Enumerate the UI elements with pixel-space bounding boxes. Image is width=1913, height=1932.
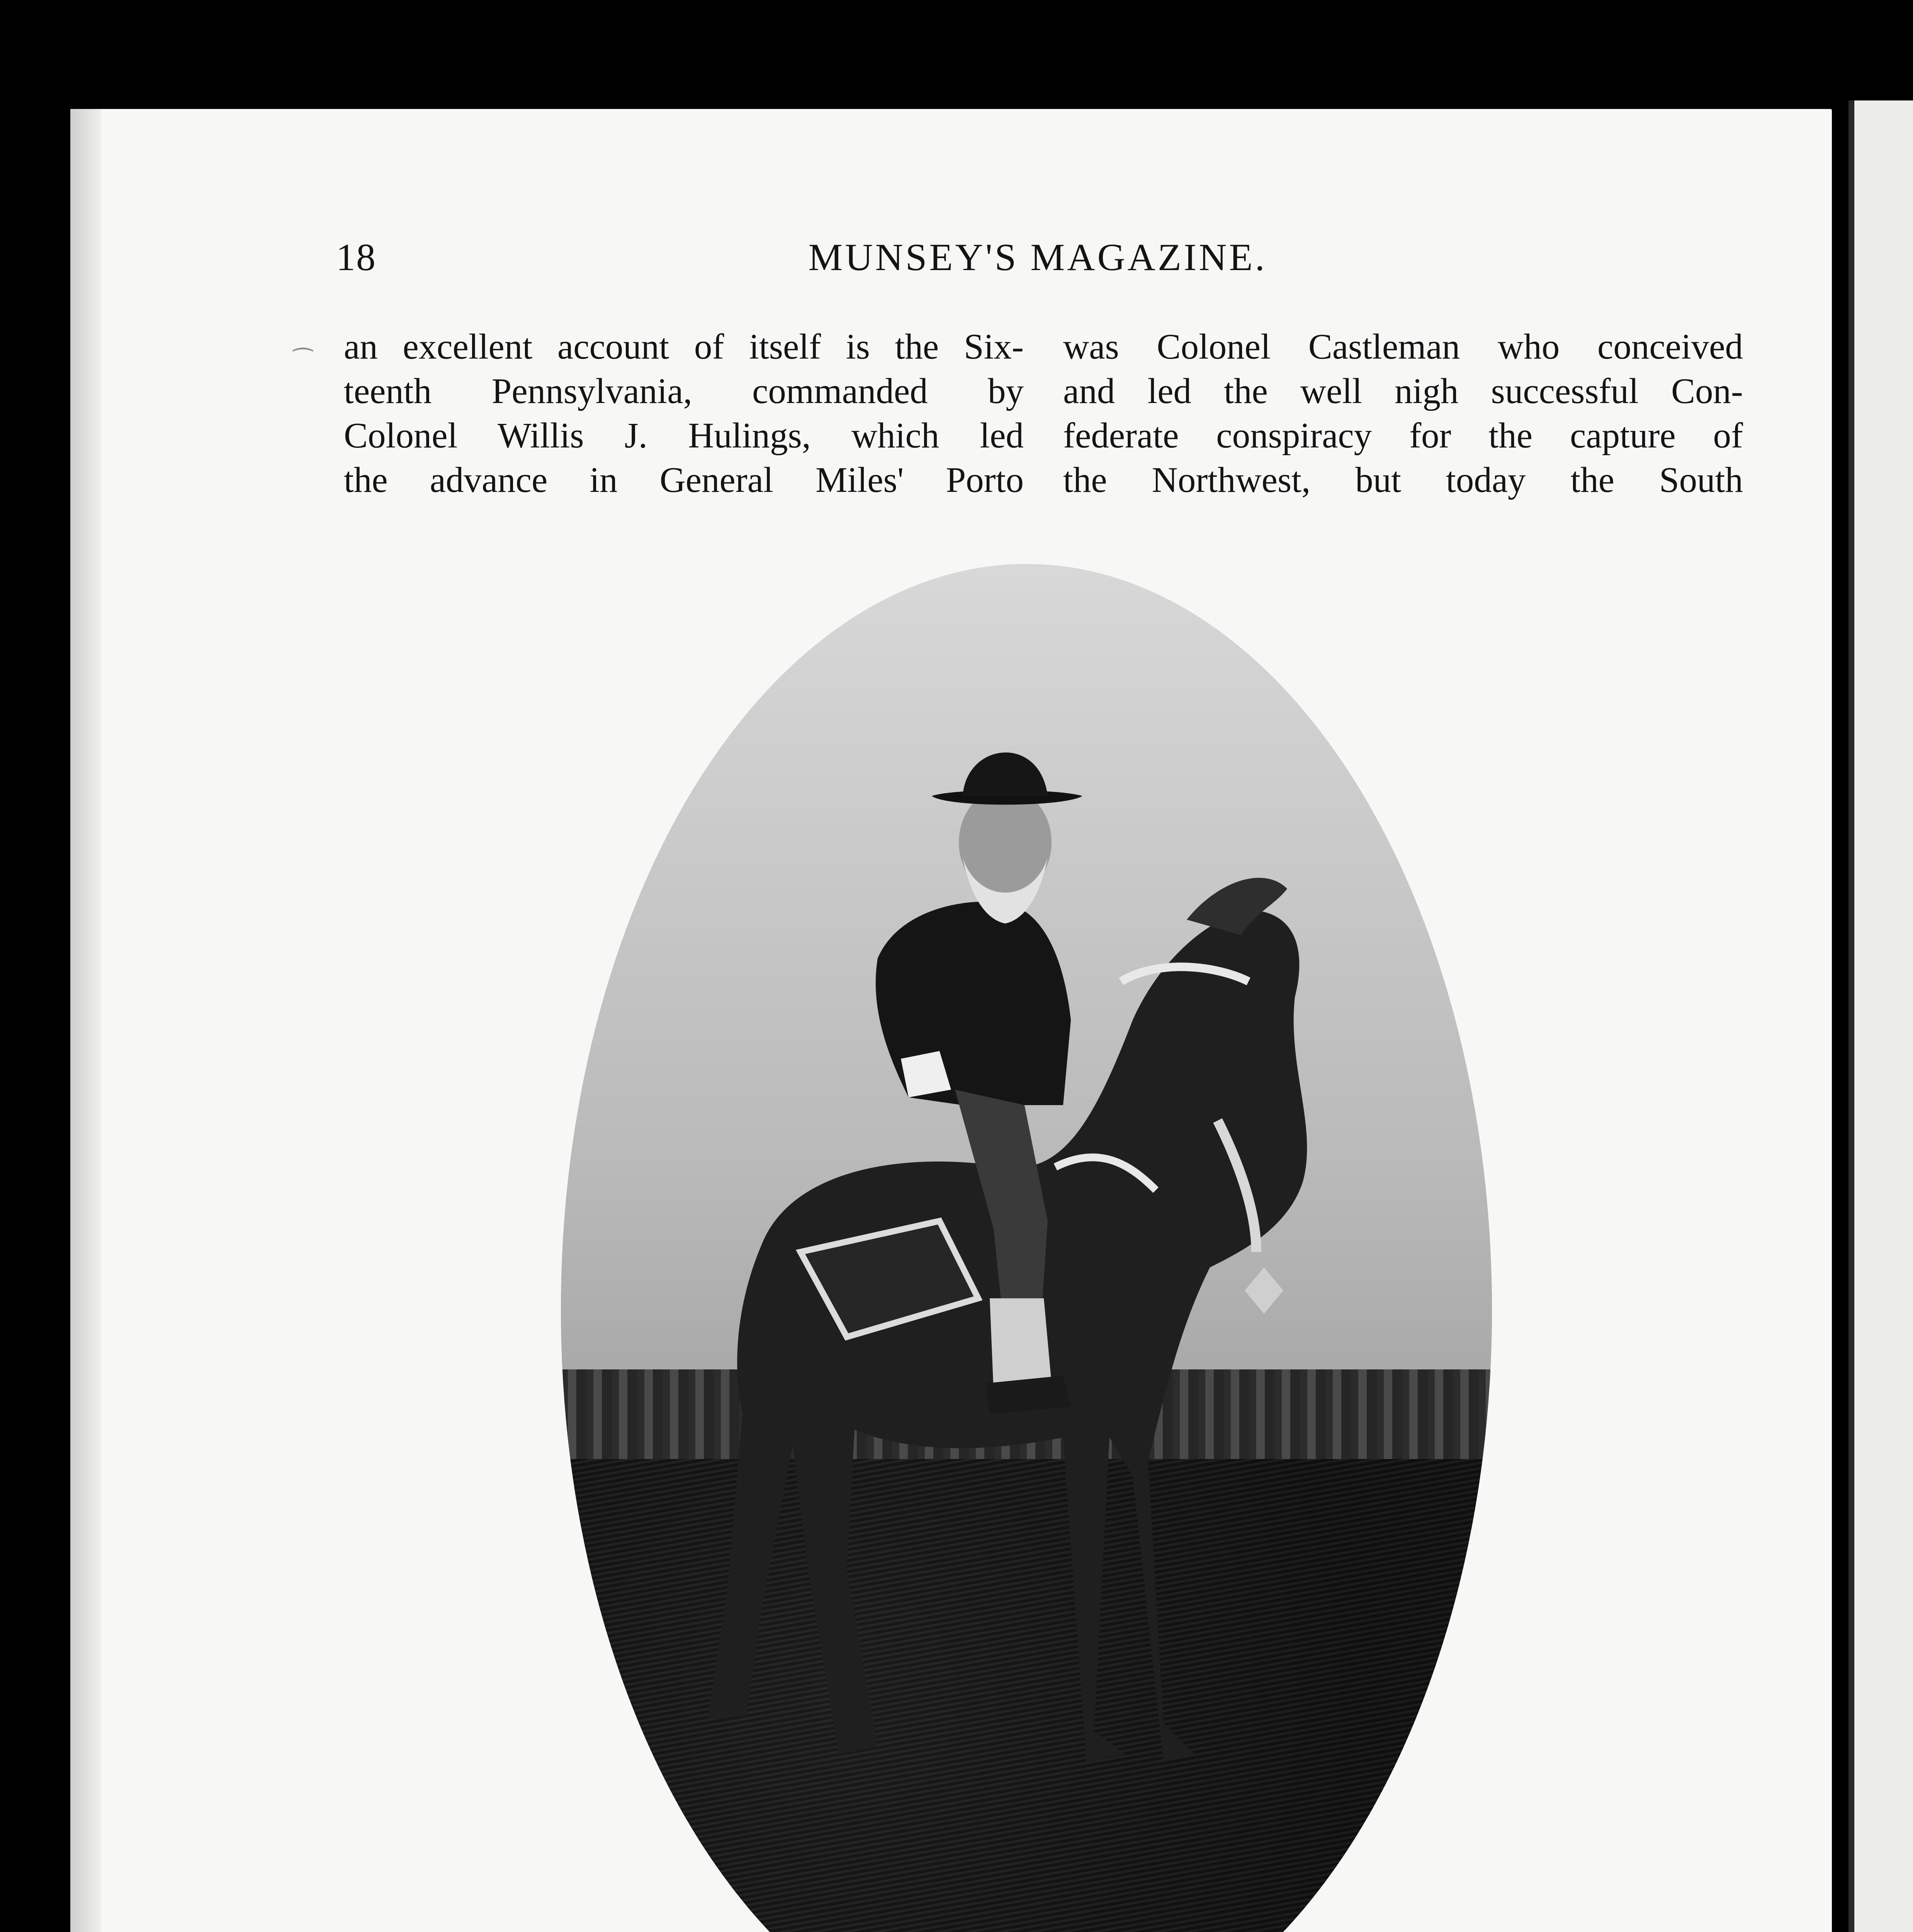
text-line: and led the well nigh successful Con- bbox=[1063, 371, 1743, 411]
running-head: MUNSEY'S MAGAZINE. bbox=[808, 236, 1267, 279]
text-line: federate conspiracy for the capture of bbox=[1063, 416, 1743, 456]
column-top-right bbox=[1063, 325, 1743, 502]
text-line: teenth Pennsylvania, commanded by bbox=[344, 371, 1024, 411]
text-line: Colonel Willis J. Hulings, which led bbox=[344, 416, 1024, 456]
text-line: the Northwest, but today the South bbox=[1063, 460, 1743, 500]
facing-page-edge bbox=[1848, 100, 1854, 1932]
text-line: the advance in General Miles' Porto bbox=[344, 460, 1024, 500]
page-edge bbox=[70, 109, 101, 1932]
page-number: 18 bbox=[336, 236, 376, 279]
margin-mark: ⁀ bbox=[294, 349, 313, 374]
text-line: was Colonel Castleman who conceived bbox=[1063, 327, 1743, 367]
horse-and-rider-figure bbox=[561, 564, 1492, 1932]
page-header bbox=[0, 235, 1913, 277]
portrait-photo bbox=[561, 564, 1492, 1932]
facing-page bbox=[1854, 100, 1913, 1932]
column-top-left bbox=[344, 325, 1024, 502]
text-line: an excellent account of itself is the Six- bbox=[344, 327, 1024, 367]
